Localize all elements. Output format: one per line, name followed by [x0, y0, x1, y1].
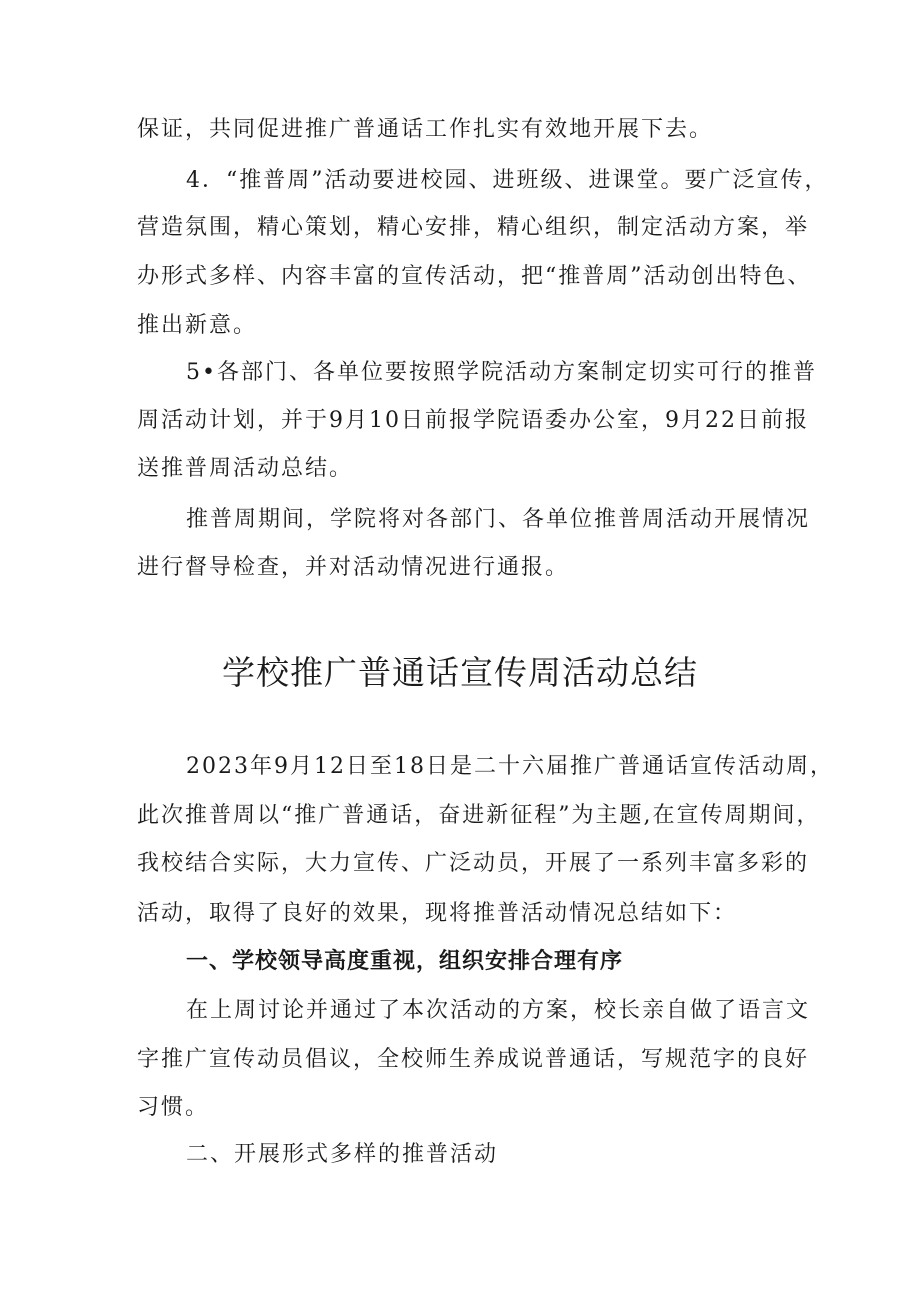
closing-line-1: 推普周期间，学院将对各部门、各单位推普周活动开展情况 — [186, 507, 811, 532]
item-4-line-2: 营造氛围，精心策划，精心安排，精心组织，制定活动方案，举 — [137, 215, 810, 240]
item-5-line-2: 周活动计划，并于9月10日前报学院语委办公室，9月22日前报 — [137, 408, 809, 433]
item-4-line-3: 办形式多样、内容丰富的宣传活动，把“推普周”活动创出特色、 — [137, 264, 812, 289]
intro-line-4: 活动，取得了良好的效果，现将推普活动情况总结如下： — [137, 901, 738, 926]
intro-line-3: 我校结合实际，大力宣传、广泛动员，开展了一系列丰富多彩的 — [137, 851, 810, 876]
paragraph-line: 保证，共同促进推广普通话工作扎实有效地开展下去。 — [137, 117, 714, 142]
section-heading-1: 一、学校领导高度重视，组织安排合理有序 — [186, 949, 624, 974]
intro-line-1: 2023年9月12日至18日是二十六届推广普通话宣传活动周， — [186, 754, 834, 779]
item-4-line-4: 推出新意。 — [137, 313, 258, 338]
item-4-line-1: 4．“推普周”活动要进校园、进班级、进课堂。要广泛宣传， — [186, 168, 829, 193]
item-5-line-1: 5•各部门、各单位要按照学院活动方案制定切实可行的推普 — [186, 360, 817, 385]
intro-line-2: 此次推普周以“推广普通话，奋进新征程”为主题,在宣传周期间， — [137, 803, 821, 828]
para1-line-3: 习惯。 — [137, 1095, 210, 1120]
document-title: 学校推广普通话宣传周活动总结 — [222, 653, 698, 692]
item-5-line-3: 送推普周活动总结。 — [137, 456, 354, 481]
para1-line-1: 在上周讨论并通过了本次活动的方案，校长亲自做了语言文 — [186, 998, 811, 1023]
para1-line-2: 字推广宣传动员倡议，全校师生养成说普通话，写规范字的良好 — [137, 1047, 810, 1072]
section-heading-2: 二、开展形式多样的推普活动 — [186, 1142, 499, 1167]
closing-line-2: 进行督导检查，并对活动情况进行通报。 — [137, 555, 570, 580]
